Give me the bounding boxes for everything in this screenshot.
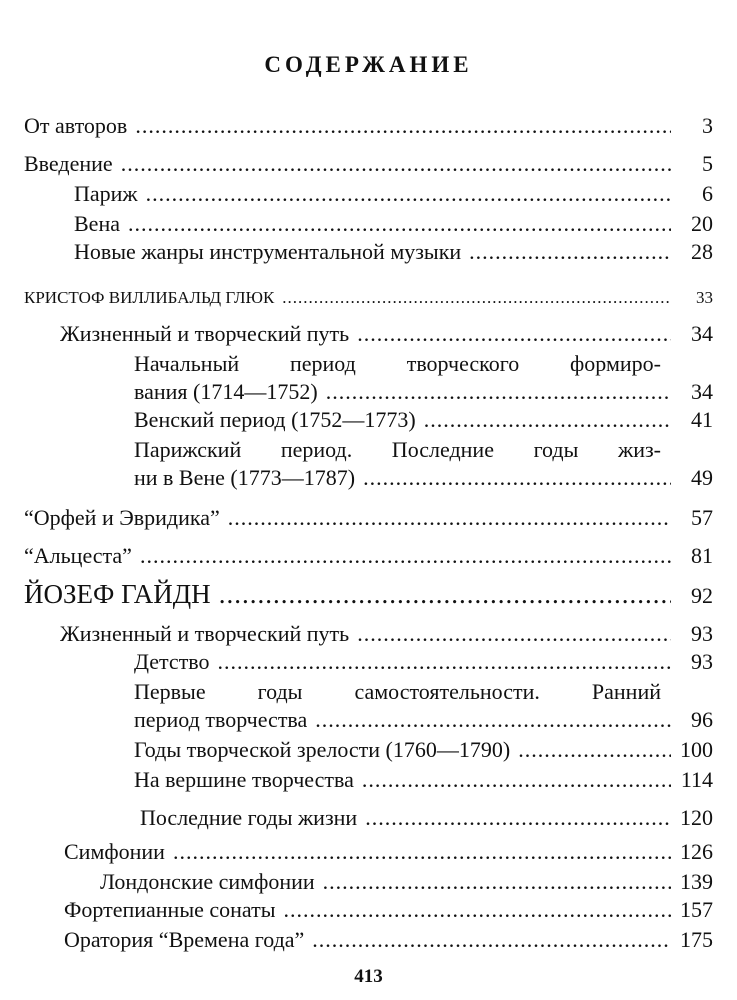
toc-entry-page: 5 xyxy=(702,151,713,176)
dot-leader xyxy=(312,924,671,956)
toc-entry-page: 175 xyxy=(680,927,713,952)
toc-entry-title: Жизненный и творческий путь xyxy=(60,321,350,346)
dot-leader xyxy=(315,704,671,736)
toc-entry-title: Оратория “Времена года” xyxy=(64,927,305,952)
toc-entry-haydn-last-years[interactable] xyxy=(140,802,713,834)
toc-entry-page: 34 xyxy=(691,321,713,346)
toc-entry-title: ни в Вене (1773—1787) xyxy=(134,465,356,490)
toc-entry-page: 41 xyxy=(691,407,713,432)
toc-entry-title: КРИСТОФ ВИЛЛИБАЛЬД ГЛЮК xyxy=(24,288,275,307)
dot-leader xyxy=(424,404,671,436)
toc-entry-page: 114 xyxy=(680,767,713,792)
dot-leader xyxy=(282,282,671,314)
toc-entry-title: Годы творческой зрелости (1760—1790) xyxy=(134,737,511,762)
toc-entry-haydn-childhood[interactable] xyxy=(134,646,713,678)
toc-entry-page: 6 xyxy=(702,181,713,206)
toc-entry-page: 93 xyxy=(691,621,713,646)
toc-entry-haydn-maturity[interactable] xyxy=(134,734,713,766)
toc-entry-page: 34 xyxy=(691,379,713,404)
dot-leader xyxy=(469,236,671,268)
toc-entry-gluck-vienna[interactable] xyxy=(134,404,713,436)
toc-entry-page: 20 xyxy=(691,211,713,236)
toc-entry-orpheus[interactable] xyxy=(24,502,713,534)
dot-leader xyxy=(284,894,671,926)
toc-entry-page: 57 xyxy=(691,505,713,530)
toc-entry-page: 96 xyxy=(691,707,713,732)
dot-leader xyxy=(228,502,671,534)
contents-heading: СОДЕРЖАНИЕ xyxy=(264,52,473,77)
toc-entry-haydn-peak[interactable] xyxy=(134,764,713,796)
toc-entry-alceste[interactable] xyxy=(24,540,713,572)
toc-entry-page: 3 xyxy=(702,113,713,138)
toc-entry-title: Венский период (1752—1773) xyxy=(134,407,416,432)
toc-entry-page: 120 xyxy=(680,805,713,830)
toc-entry-page: 139 xyxy=(680,869,713,894)
dot-leader xyxy=(121,148,671,180)
toc-entry-title: вания (1714—1752) xyxy=(134,379,318,404)
toc-entry-new-genres[interactable] xyxy=(74,236,713,268)
toc-entry-title: “Орфей и Эвридика” xyxy=(24,505,220,530)
toc-entry-page: 81 xyxy=(691,543,713,568)
toc-entry-gluck-paris[interactable] xyxy=(134,462,713,494)
toc-entry-piano-sonatas[interactable] xyxy=(64,894,713,926)
toc-entry-title: “Альцеста” xyxy=(24,543,132,568)
dot-leader xyxy=(365,802,671,834)
toc-entry-symphonies[interactable] xyxy=(64,836,713,868)
dot-leader xyxy=(135,110,671,142)
toc-entry-page: 157 xyxy=(680,897,713,922)
toc-entry-gluck-life[interactable] xyxy=(60,318,713,350)
toc-entry-seasons-oratorio[interactable] xyxy=(64,924,713,956)
toc-entry-title: Новые жанры инструментальной музыки xyxy=(74,239,462,264)
toc-entry-title: период творчества xyxy=(134,707,308,732)
dot-leader xyxy=(518,734,671,766)
toc-entry-title: ЙОЗЕФ ГАЙДН xyxy=(24,579,211,609)
toc-entry-title: Введение xyxy=(24,151,113,176)
toc-entry-paris[interactable] xyxy=(74,178,713,210)
toc-entry-gluck-early-line1: Начальный период творческого формиро- xyxy=(134,351,661,376)
dot-leader xyxy=(362,764,671,796)
toc-entry-title: Лондонские симфонии xyxy=(100,869,315,894)
toc-entry-title: Вена xyxy=(74,211,120,236)
toc-entry-haydn-early-line1: Первые годы самостоятельности. Ранний xyxy=(134,679,661,704)
toc-entry-title: Жизненный и творческий путь xyxy=(60,621,350,646)
toc-entry-page: 33 xyxy=(696,288,713,307)
toc-entry-introduction[interactable] xyxy=(24,148,713,180)
toc-entry-title: Париж xyxy=(74,181,138,206)
toc-entry-from-authors[interactable] xyxy=(24,110,713,142)
toc-entry-title: От авторов xyxy=(24,113,128,138)
dot-leader xyxy=(173,836,671,868)
toc-entry-page: 100 xyxy=(680,737,713,762)
toc-entry-page: 92 xyxy=(691,583,713,608)
dot-leader xyxy=(357,318,671,350)
dot-leader xyxy=(363,462,671,494)
toc-entry-page: 93 xyxy=(691,649,713,674)
page-number: 413 xyxy=(354,966,383,987)
toc-entry-page: 126 xyxy=(680,839,713,864)
dot-leader xyxy=(218,646,671,678)
toc-entry-haydn[interactable] xyxy=(24,578,713,610)
toc-entry-title: Фортепианные сонаты xyxy=(64,897,276,922)
toc-entry-title: Последние годы жизни xyxy=(140,805,358,830)
dot-leader xyxy=(219,578,671,610)
toc-entry-title: Детство xyxy=(134,649,210,674)
dot-leader xyxy=(140,540,671,572)
toc-entry-title: Симфонии xyxy=(64,839,165,864)
toc-entry-haydn-early[interactable] xyxy=(134,704,713,736)
toc-entry-gluck[interactable] xyxy=(24,282,713,314)
toc-entry-gluck-paris-line1: Парижский период. Последние годы жиз- xyxy=(134,437,661,462)
toc-entry-page: 28 xyxy=(691,239,713,264)
dot-leader xyxy=(146,178,671,210)
toc-entry-page: 49 xyxy=(691,465,713,490)
toc-entry-title: На вершине творчества xyxy=(134,767,354,792)
